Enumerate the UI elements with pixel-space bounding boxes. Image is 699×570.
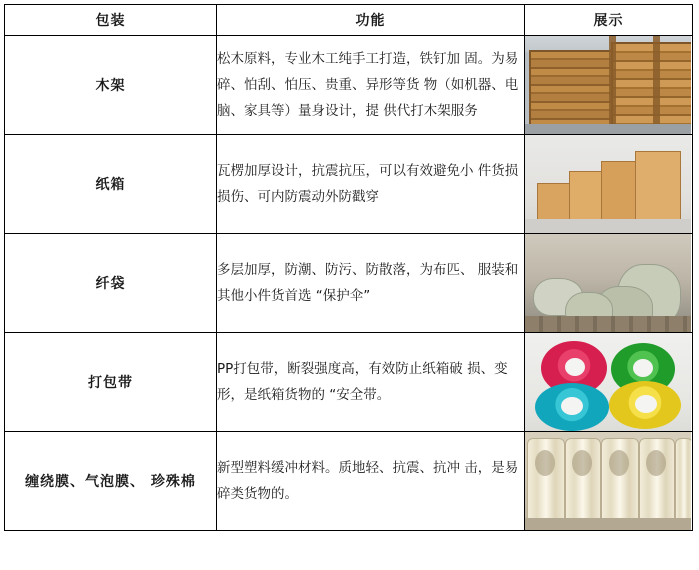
table-row	[5, 432, 693, 531]
strapping-reels-photo	[525, 333, 691, 431]
packaging-display	[525, 234, 693, 333]
table-row	[5, 36, 693, 135]
packaging-function: 新型塑料缓冲材料。质地轻、抗震、抗冲 击，是易碎类货物的。	[217, 432, 525, 531]
packaging-name: 纸箱	[5, 135, 217, 234]
wooden-crates-photo	[525, 36, 691, 134]
packaging-table	[4, 4, 693, 531]
woven-bags-photo	[525, 234, 691, 332]
table-row	[5, 333, 693, 432]
packaging-display	[525, 135, 693, 234]
column-header-function: 功能	[217, 5, 525, 36]
packaging-name: 缠绕膜、气泡膜、 珍殊棉	[5, 432, 217, 531]
packaging-function: 瓦楞加厚设计，抗震抗压，可以有效避免小 件货损损伤、可内防震动外防戳穿	[217, 135, 525, 234]
stretch-film-rolls-photo	[525, 432, 691, 530]
table-header-row	[5, 5, 693, 36]
packaging-name: 打包带	[5, 333, 217, 432]
table-row	[5, 234, 693, 333]
column-header-packaging: 包装	[5, 5, 217, 36]
packaging-display	[525, 432, 693, 531]
carton-boxes-photo	[525, 135, 691, 233]
packaging-name: 木架	[5, 36, 217, 135]
table-row	[5, 135, 693, 234]
packaging-function: 松木原料，专业木工纯手工打造，铁钉加 固。为易碎、怕刮、怕压、贵重、异形等货 物（如机器、电脑、家具等）量身设计，提 供代打木架服务	[217, 36, 525, 135]
column-header-display: 展示	[525, 5, 693, 36]
packaging-display	[525, 333, 693, 432]
packaging-function: PP打包带，断裂强度高，有效防止纸箱破 损、变形，是纸箱货物的 “安全带。	[217, 333, 525, 432]
packaging-name: 纤袋	[5, 234, 217, 333]
packaging-function: 多层加厚，防潮、防污、防散落，为布匹、 服装和其他小件货首选 “保护伞”	[217, 234, 525, 333]
packaging-display	[525, 36, 693, 135]
